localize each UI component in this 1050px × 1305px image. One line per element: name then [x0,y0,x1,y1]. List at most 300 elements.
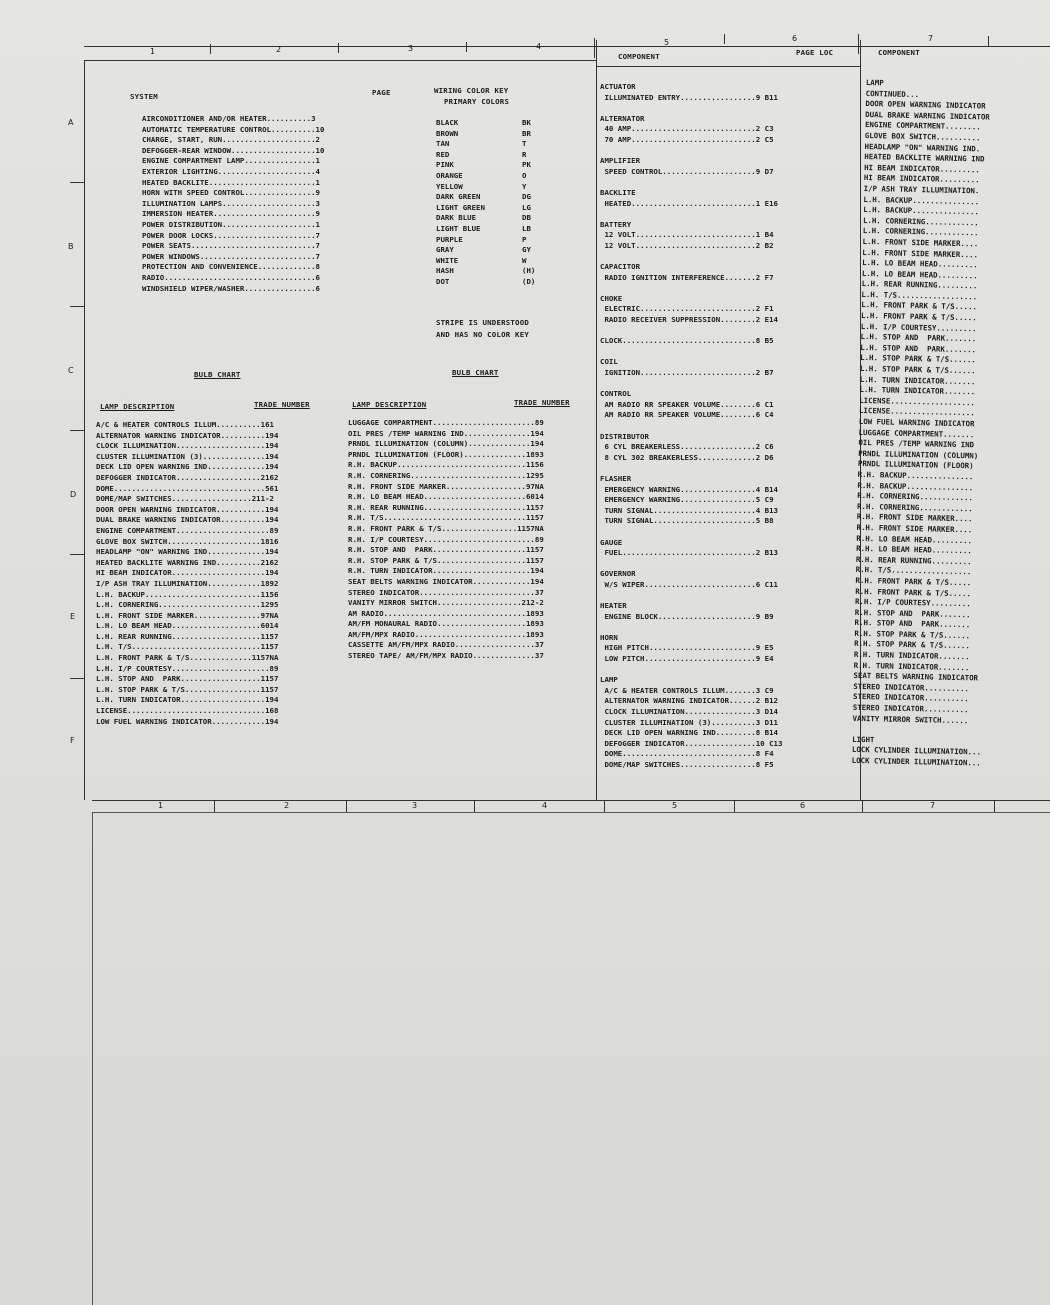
component-row: CHOKE [600,293,623,303]
color-key-subtitle: PRIMARY COLORS [444,97,510,106]
component-row [600,591,782,602]
system-list-item: WINDSHIELD WIPER/WASHER................6 [142,283,320,293]
color-name: BROWN [436,128,459,138]
component-row: LAMP [865,78,884,88]
color-name: PINK [436,160,454,170]
bulb-chart-row: AM RADIO................................1893 [348,608,544,618]
component-row: ILLUMINATED ENTRY.................9 B11 [600,92,778,102]
component-row: CLOCK..............................8 B5 [600,336,774,346]
component-row: R.H. LO BEAM HEAD......... [856,533,973,545]
color-code: LG [522,202,531,212]
component-row: VANITY MIRROR SWITCH...... [852,713,969,725]
component-row: R.H. LO BEAM HEAD......... [856,544,972,556]
component-row: ENGINE BLOCK......................9 B9 [600,611,774,621]
bulb-chart-row: STEREO TAPE/ AM/FM/MPX RADIO..............37 [348,651,544,661]
bulb-chart-row: DOME..................................561 [96,483,279,493]
bulb-chart-row: R.H. BACKUP.............................1156 [348,460,544,470]
component-row: R.H. FRONT SIDE MARKER.... [856,522,973,535]
bulb-chart-row: L.H. STOP PARK & T/S.................1157 [96,684,279,694]
bulb-chart-row: LOW FUEL WARNING INDICATOR............194 [96,716,279,726]
bulb-chart-row: R.H. LO BEAM HEAD.......................6014 [348,492,544,502]
bulb-chart-row: L.H. LO BEAM HEAD....................6014 [96,621,279,631]
ruler-tick [338,43,339,53]
system-header: SYSTEM [130,92,158,101]
component-row: STEREO INDICATOR.......... [852,692,969,704]
bulb-chart-row: LICENSE...............................168 [96,706,279,716]
color-key-row [436,129,546,140]
component-row: A/C & HEATER CONTROLS ILLUM.......3 C9 [600,685,774,695]
component-row: R.H. BACKUP............... [857,469,974,482]
component-row: R.H. STOP PARK & T/S...... [854,628,971,641]
bulb-chart-row: L.H. REAR RUNNING....................1157 [96,631,279,641]
col-number-5: 5 [664,38,670,47]
bulb-chart-row: R.H. I/P COURTESY.........................89 [348,534,544,544]
bulb-chart-row: HEATED BACKLITE WARNING IND..........2162 [96,557,279,567]
component-row: HEADLAMP "ON" WARNING IND. [864,141,981,153]
component-row: IGNITION..........................2 B7 [600,368,774,378]
component-row [600,379,782,390]
system-list-item: HEATED BACKLITE........................1 [142,177,320,187]
component-row [600,421,782,432]
color-name: TAN [436,139,450,149]
component-row: R.H. T/S.................. [855,565,972,577]
component-row: 12 VOLT...........................2 B2 [600,240,774,250]
color-name: DARK BLUE [436,213,477,223]
component-row: HI BEAM INDICATOR......... [863,173,980,185]
component-row: DEFOGGER INDICATOR................10 C13 [600,738,783,748]
component-row: GAUGE [600,537,623,547]
color-name: DOT [436,276,450,286]
system-page-header: PAGE [372,88,391,97]
system-list-item: RADIO..................................6 [142,272,320,282]
component-row: CONTINUED... [865,88,920,99]
component-row: LOW FUEL WARNING INDICATOR [858,416,975,429]
component-row: LOCK CYLINDER ILLUMINATION... [851,745,982,757]
row-tick [70,430,84,431]
component-row: L.H. FRONT SIDE MARKER.... [862,236,979,249]
system-list-item: ENGINE COMPARTMENT LAMP................1 [142,156,320,166]
bottom-col-number-4: 4 [542,801,548,810]
bulb-chart-row: R.H. FRONT PARK & T/S.................1157NA [348,523,544,533]
color-code: BR [522,128,531,138]
color-code: DB [522,213,531,223]
bulb-left-col1: LAMP DESCRIPTION [100,402,175,411]
color-key-list [436,118,546,288]
lower-blank-area [92,812,1050,1305]
color-name: RED [436,149,450,159]
bulb-chart-row: R.H. STOP PARK & T/S....................1157 [348,555,544,565]
component-row: EMERGENCY WARNING.................5 C9 [600,495,774,505]
color-code: O [522,170,527,180]
component-row: 6 CYL BREAKERLESS.................2 C6 [600,442,774,452]
bulb-chart-row: L.H. FRONT SIDE MARKER...............97NA [96,610,279,620]
bulb-chart-row: L.H. STOP AND PARK..................1157 [96,674,279,684]
frame-left-border [84,60,85,800]
component-row: SPEED CONTROL.....................9 D7 [600,166,774,176]
component-row: R.H. CORNERING............ [856,501,973,514]
component-row: AM RADIO RR SPEAKER VOLUME........6 C1 [600,399,774,409]
bulb-chart-row: DOME/MAP SWITCHES..................211-2 [96,494,274,504]
frame-top-border [84,60,596,61]
component-row: R.H. I/P COURTESY......... [854,596,971,609]
component-list [600,82,782,771]
row-tick [70,182,84,183]
ruler-tick [858,34,859,54]
color-key-row [436,235,546,246]
component-row [600,463,782,474]
bulb-chart-row: L.H. BACKUP..........................1156 [96,589,279,599]
system-list [142,114,324,294]
bulb-chart-row: SEAT BELTS WARNING INDICATOR.............194 [348,576,544,586]
component-row: L.H. LO BEAM HEAD......... [862,258,978,270]
component-row: R.H. CORNERING............ [857,491,974,503]
component-header: COMPONENT [618,52,660,61]
component-row: HEATED BACKLITE WARNING IND [864,152,985,164]
color-key-row [436,192,546,203]
top-ruler-line [84,46,1050,47]
bulb-chart-row: CASSETTE AM/FM/MPX RADIO..................37 [348,640,544,650]
component-row [600,252,782,263]
bulb-chart-row: GLOVE BOX SWITCH.....................1816 [96,536,279,546]
component-row: HEATED............................1 E16 [600,198,778,208]
row-letter-c: C [68,366,74,375]
component-row: HI BEAM INDICATOR......... [864,162,980,175]
col-number-4: 4 [536,42,542,51]
bulb-chart-row: ENGINE COMPARTMENT.....................89 [96,525,279,535]
component-row: R.H. STOP PARK & T/S...... [854,639,970,651]
component-row [600,209,782,220]
bulb-chart-row: DECK LID OPEN WARNING IND.............194 [96,462,279,472]
ruler-tick [346,800,347,812]
component-row: LIGHT [852,734,875,745]
color-name: BLACK [436,118,459,127]
row-tick [70,306,84,307]
system-list-item: HORN WITH SPEED CONTROL................9 [142,188,320,198]
bulb-chart-row: VANITY MIRROR SWITCH...................212-2 [348,598,544,608]
row-tick [70,554,84,555]
component-row: FLASHER [600,473,632,483]
bulb-chart-row: R.H. REAR RUNNING.......................1157 [348,502,544,512]
bulb-chart-row: R.H. FRONT SIDE MARKER..................97NA [348,481,544,491]
component-row [600,326,782,337]
color-code: PK [522,160,531,170]
component-row: TURN SIGNAL.......................5 B8 [600,516,774,526]
component-row: L.H. CORNERING............ [862,226,979,238]
bulb-chart-row: AM/FM/MPX RADIO.........................1893 [348,629,544,639]
component-row: PRNDL ILLUMINATION (FLOOR) [857,459,974,471]
component-row: ELECTRIC..........................2 F1 [600,304,774,314]
bottom-ruler-top-line [92,800,1050,801]
component-row: HEATER [600,601,627,611]
row-letter-e: E [70,612,76,621]
component-row: W/S WIPER.........................6 C11 [600,579,778,589]
row-letter-d: D [70,490,77,499]
bulb-chart-row: AM/FM MONAURAL RADIO....................1893 [348,619,544,629]
component-row: LOCK CYLINDER ILLUMINATION... [851,755,981,768]
ruler-tick [862,800,863,812]
component-row: L.H. BACKUP............... [863,205,980,217]
system-list-item: ILLUMINATION LAMPS.....................3 [142,198,320,208]
bulb-chart-row: R.H. CORNERING..........................1295 [348,470,544,480]
system-list-item: POWER DISTRIBUTION.....................1 [142,219,320,229]
component-row: GLOVE BOX SWITCH.......... [864,130,981,143]
color-key-row [436,139,546,150]
component-row: RADIO IGNITION INTERFERENCE.......2 F7 [600,272,774,282]
component-row: L.H. TURN INDICATOR....... [859,385,976,397]
component-row: L.H. T/S.................. [861,289,978,302]
component-row: R.H. STOP AND PARK....... [854,607,971,619]
system-list-item: DEFOGGER-REAR WINDOW...................10 [142,145,325,155]
bottom-col-number-6: 6 [800,801,806,810]
ruler-tick [988,36,989,46]
bulb-chart-row: L.H. I/P COURTESY......................89 [96,663,279,673]
bottom-col-number-3: 3 [412,801,418,810]
color-code: (D) [522,276,536,286]
page-loc-header: PAGE LOC [796,48,834,57]
bulb-chart-left-title: BULB CHART [194,370,241,379]
component-row: BACKLITE [600,187,636,197]
component-row: ALTERNATOR [600,113,645,123]
component-row: RADIO RECEIVER SUPPRESSION........2 E14 [600,315,778,325]
color-key-row [436,256,546,267]
system-list-item: POWER SEATS............................7 [142,241,320,251]
color-code: T [522,139,527,149]
component-row: R.H. FRONT SIDE MARKER.... [856,512,973,524]
component-row: L.H. LO BEAM HEAD......... [861,268,978,281]
color-code: Y [522,181,527,191]
color-key-row [436,245,546,256]
column-divider [596,40,597,800]
ruler-tick [604,800,605,812]
color-name: PURPLE [436,234,463,244]
bulb-chart-row: CLUSTER ILLUMINATION (3)..............194 [96,451,279,461]
system-list-item: EXTERIOR LIGHTING......................4 [142,166,320,176]
bulb-chart-row: DEFOGGER INDICATOR...................2162 [96,472,279,482]
component-row: R.H. BACKUP............... [857,480,974,492]
color-code: DG [522,192,531,202]
component-row: L.H. FRONT PARK & T/S..... [860,311,977,323]
component-header-line [596,66,860,67]
component-header-2: COMPONENT [878,48,920,57]
component-row: BATTERY [600,219,632,229]
system-list-item: PROTECTION AND CONVENIENCE.............8 [142,262,320,272]
component-row: AM RADIO RR SPEAKER VOLUME........6 C4 [600,410,774,420]
component-row: R.H. TURN INDICATOR....... [853,649,970,662]
bulb-chart-row: LUGGAGE COMPARTMENT.......................89 [348,418,544,427]
color-key-row [436,171,546,182]
system-list-item: IMMERSION HEATER.......................9 [142,209,320,219]
component-row: R.H. TURN INDICATOR....... [853,660,970,672]
component-row: 12 VOLT...........................1 B4 [600,230,774,240]
col-number-7: 7 [928,34,934,43]
bottom-col-number-2: 2 [284,801,290,810]
bottom-col-number-1: 1 [158,801,164,810]
component-row: DOOR OPEN WARNING INDICATOR [865,99,986,111]
color-key-row [436,118,546,129]
bulb-chart-row: HEADLAMP "ON" WARNING IND.............194 [96,547,279,557]
component-row: R.H. FRONT PARK & T/S..... [855,586,972,598]
component-row [600,177,782,188]
bulb-chart-row: A/C & HEATER CONTROLS ILLUM..........161 [96,420,274,429]
color-name: YELLOW [436,181,463,191]
component-row: L.H. TURN INDICATOR....... [859,374,976,386]
ruler-tick [214,800,215,812]
component-row: ACTUATOR [600,82,636,91]
color-key-row [436,277,546,288]
component-row [600,622,782,633]
component-row: LOW PITCH.........................9 E4 [600,654,774,664]
bulb-chart-row: R.H. STOP AND PARK.....................1157 [348,545,544,555]
component-row: LICENSE................... [858,406,975,418]
component-row: DOME/MAP SWITCHES.................8 F5 [600,760,774,769]
col-number-6: 6 [792,34,798,43]
bulb-chart-row: DUAL BRAKE WARNING INDICATOR..........194 [96,515,279,525]
color-code: BK [522,118,531,127]
ruler-tick [734,800,735,812]
component-row: DISTRIBUTOR [600,431,649,441]
component-row: L.H. FRONT PARK & T/S..... [861,300,978,312]
bulb-chart-row: R.H. TURN INDICATOR......................194 [348,566,544,576]
component-row: HIGH PITCH........................9 E5 [600,643,774,653]
component-row: STEREO INDICATOR.......... [853,681,970,694]
bulb-chart-row: CLOCK ILLUMINATION....................194 [96,441,279,451]
system-list-item: CHARGE, START, RUN.....................2 [142,135,320,145]
component-row: 70 AMP............................2 C5 [600,134,774,144]
component-row: STEREO INDICATOR.......... [852,702,969,715]
system-list-item: POWER WINDOWS..........................7 [142,251,320,261]
row-letter-f: F [70,736,75,745]
col-number-3: 3 [408,44,414,53]
component-row: DUAL BRAKE WARNING INDICATOR [865,109,990,122]
color-code: R [522,149,527,159]
component-row: TURN SIGNAL.......................4 B13 [600,505,778,515]
ruler-tick [474,800,475,812]
color-key-row [436,182,546,193]
row-letter-a: A [68,118,74,127]
color-name: LIGHT BLUE [436,223,481,233]
component-row: R.H. STOP AND PARK....... [854,618,971,630]
color-key-row [436,160,546,171]
color-code: (H) [522,266,536,276]
color-name: LIGHT GREEN [436,202,485,212]
component-row: GOVERNOR [600,569,636,579]
bulb-chart-row: ALTERNATOR WARNING INDICATOR..........194 [96,430,279,440]
col-number-2: 2 [276,45,282,54]
bulb-chart-row: DOOR OPEN WARNING INDICATOR...........194 [96,504,279,514]
color-name: GRAY [436,245,454,255]
bulb-chart-right-title: BULB CHART [452,368,499,377]
color-name: ORANGE [436,170,463,180]
bulb-left-list [96,420,278,727]
bulb-right-col2: TRADE NUMBER [514,398,570,407]
ruler-tick [994,800,995,812]
bulb-chart-row: PRNDL ILLUMINATION (FLOOR)..............1893 [348,449,544,459]
color-key-row [436,203,546,214]
component-row [600,665,782,676]
component-row: L.H. STOP PARK & T/S...... [859,363,976,376]
component-row [600,283,782,294]
color-name: DARK GREEN [436,192,481,202]
row-letter-b: B [68,242,74,251]
component-row: L.H. STOP AND PARK....... [860,342,977,355]
component-row [600,146,782,157]
component-row [600,559,782,570]
component-row: LUGGAGE COMPARTMENT....... [858,427,975,439]
color-code: GY [522,245,531,255]
component-row [600,103,782,114]
component-row: L.H. I/P COURTESY......... [860,321,977,334]
component-row: L.H. CORNERING............ [862,215,979,228]
component-row: AMPLIFIER [600,156,641,166]
component-row [600,347,782,358]
system-list-item: POWER DOOR LOCKS.......................7 [142,230,320,240]
bulb-chart-row: OIL PRES /TEMP WARNING IND...............194 [348,428,544,438]
bulb-chart-row: L.H. TURN INDICATOR...................194 [96,695,279,705]
component-row: SEAT BELTS WARNING INDICATOR [853,671,979,683]
component-row: OIL PRES /TEMP WARNING IND [858,438,975,450]
color-key-note-2: AND HAS NO COLOR KEY [436,330,529,339]
component-row: L.H. BACKUP............... [863,194,980,206]
component-row: HORN [600,632,618,642]
component-row: ALTERNATOR WARNING INDICATOR......2 B12 [600,696,778,706]
component-row: R.H. FRONT PARK & T/S..... [855,575,972,588]
component-row: PRNDL ILLUMINATION (COLUMN) [858,448,979,461]
bottom-col-number-7: 7 [930,801,936,810]
component-row: EMERGENCY WARNING.................4 B14 [600,484,778,494]
component-row: LICENSE................... [859,395,976,408]
component-row: DECK LID OPEN WARNING IND.........8 B14 [600,728,778,738]
bulb-chart-row: PRNDL ILLUMINATION (COLUMN)..............194 [348,439,544,449]
component-list-2 [852,78,995,769]
component-row: L.H. REAR RUNNING......... [861,279,978,291]
color-key-title: WIRING COLOR KEY [434,86,509,95]
color-key-note-1: STRIPE IS UNDERSTOOD [436,318,529,327]
bottom-col-number-5: 5 [672,801,678,810]
ruler-tick [594,38,595,58]
bulb-chart-row: L.H. FRONT PARK & T/S..............1157NA [96,653,279,663]
color-key-row [436,150,546,161]
color-key-row [436,213,546,224]
system-list-item: AIRCONDITIONER AND/OR HEATER..........3 [142,114,316,123]
component-row: R.H. REAR RUNNING......... [855,554,972,567]
component-row: LAMP [600,675,618,685]
bulb-chart-row: L.H. CORNERING.......................1295 [96,600,279,610]
color-code: W [522,255,527,265]
component-row: I/P ASH TRAY ILLUMINATION. [863,183,980,196]
bulb-right-list [348,418,544,662]
component-row: L.H. STOP PARK & T/S...... [860,353,976,365]
system-list-item: AUTOMATIC TEMPERATURE CONTROL..........10 [142,124,325,134]
bulb-chart-row: HI BEAM INDICATOR.....................194 [96,568,279,578]
bulb-chart-row: I/P ASH TRAY ILLUMINATION............1892 [96,578,279,588]
color-key-row [436,224,546,235]
color-name: HASH [436,266,454,276]
component-row [600,527,782,538]
component-row: COIL [600,357,618,367]
color-code: P [522,234,527,244]
row-tick [70,678,84,679]
component-row: CAPACITOR [600,262,641,272]
ruler-tick [466,42,467,52]
component-row: CONTROL [600,389,632,399]
component-row: 8 CYL 302 BREAKERLESS.............2 D6 [600,452,774,462]
component-row: 40 AMP............................2 C3 [600,124,774,134]
ruler-tick [724,34,725,44]
bulb-chart-row: R.H. T/S................................1157 [348,513,544,523]
color-name: WHITE [436,255,459,265]
col-number-1: 1 [150,47,156,56]
component-row: CLOCK ILLUMINATION................3 D14 [600,707,778,717]
